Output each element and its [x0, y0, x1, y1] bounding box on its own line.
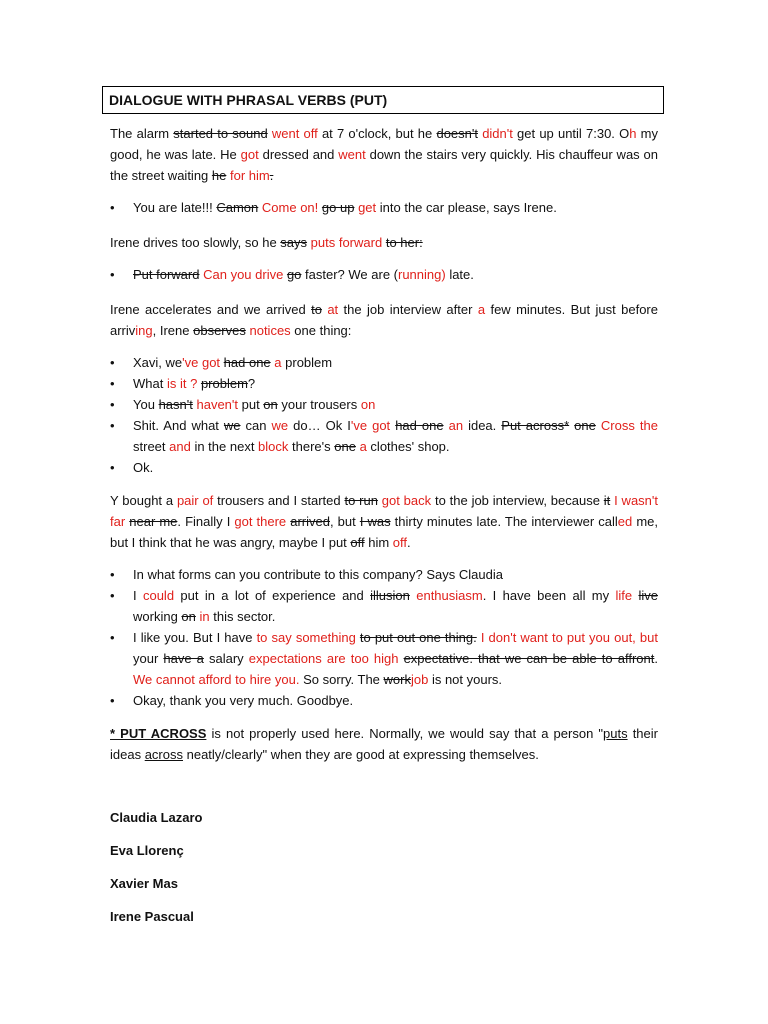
correction-text: get: [358, 200, 377, 215]
list-item: [110, 415, 658, 457]
correction-text: haven't: [196, 397, 238, 412]
struck-text: have a: [163, 651, 204, 666]
correction-text: got back: [381, 493, 432, 508]
text-run: Shit. And what: [133, 418, 224, 433]
text-run: .: [654, 651, 658, 666]
text-run: this sector.: [209, 609, 276, 624]
correction-text: got there: [234, 514, 287, 529]
text-run: me, but I think that he was angry, maybe I put: [110, 514, 658, 550]
correction-text: went off: [271, 126, 318, 141]
correction-text: puts forward: [310, 235, 383, 250]
list-item: [110, 585, 658, 627]
text-run: thirty minutes late. The interviewer call: [390, 514, 618, 529]
text-run: You are late!!!: [133, 200, 217, 215]
text-run: Okay, thank you very much. Goodbye.: [133, 693, 354, 708]
text-run: salary: [203, 651, 249, 666]
struck-text: Camon: [216, 200, 259, 215]
correction-text: a: [477, 302, 486, 317]
correction-text: I wasn't far: [110, 493, 658, 529]
correction-text: an: [448, 418, 464, 433]
emphasis-text: across: [144, 747, 183, 762]
bullet-list-dialogue-2: [110, 564, 658, 711]
correction-text: notices: [249, 323, 291, 338]
text-run: working: [133, 609, 182, 624]
struck-text: to: [311, 302, 322, 317]
struck-text: Put forward: [133, 267, 200, 282]
text-run: few minutes. But just before arriv: [110, 302, 658, 338]
struck-text: on: [263, 397, 278, 412]
list-item: [110, 264, 658, 285]
text-run: street: [133, 439, 170, 454]
correction-text: Can you drive: [203, 267, 284, 282]
paragraph-intro: [110, 123, 658, 186]
text-run: dressed and: [258, 147, 339, 162]
text-run: What: [133, 376, 167, 391]
correction-text: ed: [617, 514, 633, 529]
correction-text: off: [392, 535, 408, 550]
correction-text: We cannot afford to hire you.: [133, 672, 300, 687]
text-run: . Finally I: [177, 514, 235, 529]
struck-text: one: [574, 418, 596, 433]
struck-text: Put across*: [501, 418, 570, 433]
correction-text: for him: [226, 168, 270, 183]
text-run: their ideas: [110, 726, 658, 762]
struck-text: problem: [200, 376, 248, 391]
text-run: problem: [281, 355, 333, 370]
paragraph-arrive: [110, 299, 658, 341]
struck-text: had one: [223, 355, 271, 370]
correction-text: in: [199, 609, 210, 624]
correction-text: ing: [135, 323, 153, 338]
correction-text: is it ?: [166, 376, 198, 391]
author-name: Claudia Lazaro: [110, 810, 203, 825]
correction-text: expectations are too high: [248, 651, 399, 666]
text-run: . I have been all my: [482, 588, 616, 603]
correction-text: job: [410, 672, 429, 687]
list-item: [110, 394, 658, 415]
struck-text: says: [280, 235, 308, 250]
struck-text: off: [350, 535, 365, 550]
text-run: in the next: [190, 439, 259, 454]
struck-text: one: [334, 439, 356, 454]
struck-text: observes: [193, 323, 246, 338]
struck-text: to run: [344, 493, 378, 508]
struck-text: it: [603, 493, 611, 508]
paragraph-drives: [110, 232, 658, 253]
correction-text: enthusiasm: [416, 588, 483, 603]
text-run: The alarm: [110, 126, 174, 141]
correction-text: a: [274, 355, 282, 370]
bullet-list-dialogue-1: [110, 352, 658, 478]
text-run: Xavi, we: [133, 355, 183, 370]
text-run: my good, he was late. He: [110, 126, 658, 162]
text-run: I: [133, 588, 143, 603]
correction-text: life: [615, 588, 633, 603]
struck-text: I was: [359, 514, 391, 529]
text-run: idea.: [463, 418, 502, 433]
struck-text: started to sound: [173, 126, 268, 141]
text-run: him: [364, 535, 393, 550]
author-name: Xavier Mas: [110, 876, 178, 891]
emphasis-text: puts: [603, 726, 628, 741]
list-item: [110, 457, 658, 478]
text-run: I like you. But I have: [133, 630, 257, 645]
text-run: Ok.: [133, 460, 154, 475]
text-run: .: [407, 535, 411, 550]
text-run: your: [133, 651, 164, 666]
list-item: [110, 690, 658, 711]
text-run: Irene drives too slowly, so he: [110, 235, 281, 250]
bullet-list-late: [110, 197, 658, 218]
struck-text: on: [181, 609, 196, 624]
list-item: [110, 564, 658, 585]
text-run: one thing:: [290, 323, 352, 338]
text-run: clothes' shop.: [366, 439, 450, 454]
text-run: can: [240, 418, 272, 433]
emphasis-text: * PUT ACROSS: [110, 726, 207, 741]
correction-text: running): [398, 267, 446, 282]
correction-text: 've got: [350, 418, 391, 433]
text-run: at 7 o'clock, but he: [317, 126, 437, 141]
correction-text: I don't want to put you out, but: [480, 630, 658, 645]
list-item: [110, 197, 658, 218]
text-run: your trousers: [277, 397, 361, 412]
list-item: [110, 627, 658, 690]
struck-text: doesn't: [436, 126, 478, 141]
author-names: [110, 807, 658, 927]
text-run: down the stairs very quickly. His chauffeur was on the street waiting: [110, 147, 659, 183]
text-run: get up until 7:30. O: [512, 126, 630, 141]
text-run: is not properly used here. Normally, we would say that a person ": [206, 726, 604, 741]
struck-text: arrived: [290, 514, 330, 529]
struck-text: live: [638, 588, 658, 603]
correction-text: could: [142, 588, 175, 603]
list-item: [110, 373, 658, 394]
struck-text: go: [286, 267, 302, 282]
text-run: neatly/clearly" when they are good at expressing themselves.: [183, 747, 539, 762]
correction-text: 've got: [182, 355, 221, 370]
text-run: late.: [445, 267, 474, 282]
paragraph-trousers: [110, 490, 658, 553]
correction-text: on: [360, 397, 376, 412]
text-run: faster? We are (: [301, 267, 398, 282]
correction-text: Cross the: [600, 418, 658, 433]
struck-text: we: [223, 418, 241, 433]
struck-text: work: [383, 672, 411, 687]
correction-text: went: [338, 147, 366, 162]
struck-text: to put out one thing.: [359, 630, 477, 645]
correction-text: Come on!: [261, 200, 319, 215]
correction-text: pair of: [176, 493, 214, 508]
text-run: Y bought a: [110, 493, 177, 508]
struck-text: he: [211, 168, 227, 183]
correction-text: a: [359, 439, 367, 454]
author-name: Eva Llorenç: [110, 843, 184, 858]
correction-text: we: [271, 418, 289, 433]
text-run: You: [133, 397, 159, 412]
document-title: DIALOGUE WITH PHRASAL VERBS (PUT): [102, 86, 664, 114]
text-run: Irene accelerates and we arrived: [110, 302, 312, 317]
struck-text: had one: [395, 418, 444, 433]
correction-text: and: [169, 439, 191, 454]
text-run: to the job interview, because: [431, 493, 604, 508]
text-run: , Irene: [152, 323, 194, 338]
bullet-list-faster: [110, 264, 658, 285]
text-run: trousers and I started: [213, 493, 345, 508]
struck-text: to her:: [385, 235, 423, 250]
note-put-across: [110, 723, 658, 765]
text-run: into the car please, says Irene.: [376, 200, 557, 215]
correction-text: block: [258, 439, 289, 454]
correction-text: got: [240, 147, 259, 162]
text-run: ?: [247, 376, 256, 391]
text-run: there's: [288, 439, 335, 454]
text-run: is not yours.: [428, 672, 503, 687]
struck-text: .: [269, 168, 274, 183]
correction-text: h: [629, 126, 637, 141]
text-run: So sorry. The: [299, 672, 384, 687]
struck-text: expectative. that we can be able to affront: [403, 651, 655, 666]
struck-text: near me: [129, 514, 178, 529]
document-body: [110, 123, 658, 939]
text-run: do… Ok I: [288, 418, 351, 433]
author-name: Irene Pascual: [110, 909, 194, 924]
correction-text: to say something: [256, 630, 356, 645]
text-run: , but: [330, 514, 360, 529]
text-run: the job interview after: [338, 302, 478, 317]
list-item: [110, 352, 658, 373]
text-run: put: [238, 397, 264, 412]
struck-text: hasn't: [158, 397, 193, 412]
struck-text: go up: [321, 200, 355, 215]
correction-text: at: [327, 302, 339, 317]
text-run: put in a lot of experience and: [174, 588, 371, 603]
text-run: In what forms can you contribute to this company? Says Claudia: [133, 567, 503, 582]
struck-text: illusion: [370, 588, 410, 603]
correction-text: didn't: [482, 126, 513, 141]
